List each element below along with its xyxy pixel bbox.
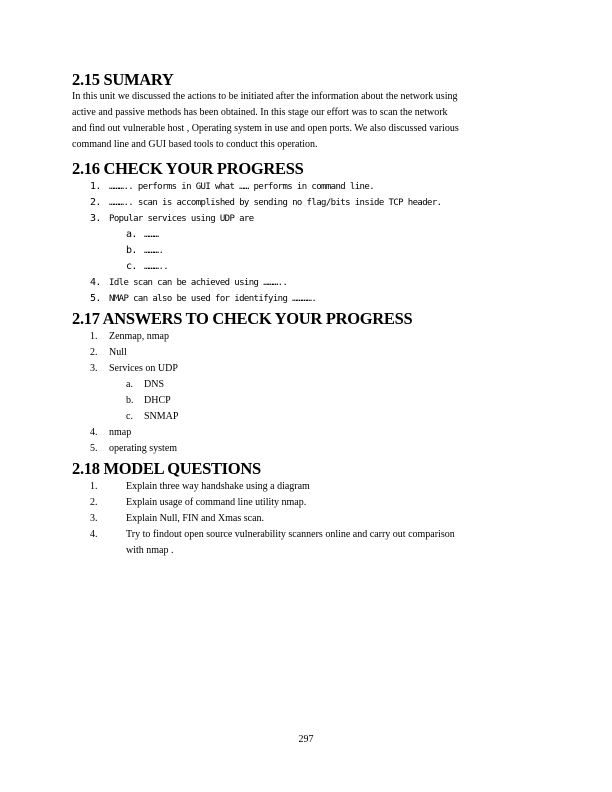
answers-heading: 2.17 ANSWERS TO CHECK YOUR PROGRESS (72, 309, 413, 328)
item-number: 5. (90, 443, 98, 454)
list-item (72, 179, 542, 195)
sub-list-item (72, 377, 542, 393)
check-progress-section (72, 159, 542, 307)
sub-item-text: ……… (144, 230, 159, 240)
model-questions-section (72, 459, 542, 559)
model-questions-list (72, 479, 542, 559)
list-item (72, 211, 542, 227)
item-text: Try to findout open source vulnerability scanners online and carry out comparison (126, 529, 455, 540)
answers-section (72, 309, 542, 457)
item-text-continuation: with nmap . (126, 545, 174, 556)
list-item (72, 527, 542, 543)
item-text: Explain three way handshake using a diagram (126, 481, 310, 492)
check-progress-list (72, 179, 542, 307)
item-number: 4. (90, 277, 101, 288)
list-item (72, 275, 542, 291)
sub-item-text: DHCP (144, 395, 171, 406)
list-item (72, 329, 542, 345)
sub-item-text: SNMAP (144, 411, 179, 422)
item-text: operating system (109, 443, 178, 454)
sub-list-item (72, 259, 542, 275)
item-number: 3. (90, 513, 98, 524)
check-progress-heading: 2.16 CHECK YOUR PROGRESS (72, 159, 304, 178)
summary-line: and find out vulnerable host , Operating system in use and open ports. We also discussed various (72, 123, 459, 134)
summary-line: command line and GUI based tools to conduct this operation. (72, 139, 318, 150)
list-item (72, 511, 542, 527)
item-number: 2. (90, 197, 101, 208)
sub-list-item (72, 393, 542, 409)
item-text: Idle scan can be achieved using ……….. (109, 278, 288, 288)
item-text: Services on UDP (109, 363, 178, 374)
summary-paragraph (72, 89, 542, 153)
page-number: 297 (298, 734, 314, 745)
list-item (72, 361, 542, 377)
item-text: ……….. performs in GUI what …… performs in command line. (109, 182, 375, 192)
list-item-continuation (72, 543, 542, 559)
summary-heading: 2.15 SUMARY (72, 70, 174, 89)
list-item (72, 195, 542, 211)
item-text: nmap (109, 427, 132, 438)
list-item (72, 441, 542, 457)
sub-item-letter: c. (126, 411, 133, 422)
item-number: 4. (90, 529, 98, 540)
item-number: 4. (90, 427, 98, 438)
sub-list-item (72, 409, 542, 425)
item-number: 1. (90, 181, 101, 192)
item-number: 2. (90, 347, 98, 358)
sub-item-letter: a. (126, 229, 137, 240)
item-number: 1. (90, 481, 98, 492)
item-text: Popular services using UDP are (109, 214, 254, 224)
sub-list-item (72, 227, 542, 243)
summary-line: active and passive methods has been obtained. In this stage our effort was to scan the network (72, 107, 448, 118)
sub-item-letter: a. (126, 379, 133, 390)
item-number: 3. (90, 213, 101, 224)
model-questions-heading: 2.18 MODEL QUESTIONS (72, 459, 261, 478)
item-text: Null (109, 347, 127, 358)
sub-list-item (72, 243, 542, 259)
item-number: 2. (90, 497, 98, 508)
item-text: NMAP can also be used for identifying …………. (109, 294, 317, 304)
item-text: Explain usage of command line utility nmap. (126, 497, 307, 508)
sub-item-letter: c. (126, 261, 137, 272)
sub-item-letter: b. (126, 395, 134, 406)
list-item (72, 495, 542, 511)
sub-item-text: ………. (144, 246, 164, 256)
list-item (72, 479, 542, 495)
summary-line: In this unit we discussed the actions to be initiated after the information about the network using (72, 91, 458, 102)
item-number: 1. (90, 331, 98, 342)
list-item (72, 345, 542, 361)
sub-item-text: DNS (144, 379, 165, 390)
item-number: 5. (90, 293, 101, 304)
answers-list (72, 329, 542, 457)
sub-item-letter: b. (126, 245, 137, 256)
item-text: Zenmap, nmap (109, 331, 169, 342)
item-text: ……….. scan is accomplished by sending no flag/bits inside TCP header. (109, 198, 442, 208)
summary-section (72, 70, 542, 153)
sub-item-text: ……….. (144, 262, 169, 272)
item-text: Explain Null, FIN and Xmas scan. (126, 513, 265, 524)
item-number: 3. (90, 363, 98, 374)
page-content (72, 70, 542, 559)
list-item (72, 291, 542, 307)
list-item (72, 425, 542, 441)
